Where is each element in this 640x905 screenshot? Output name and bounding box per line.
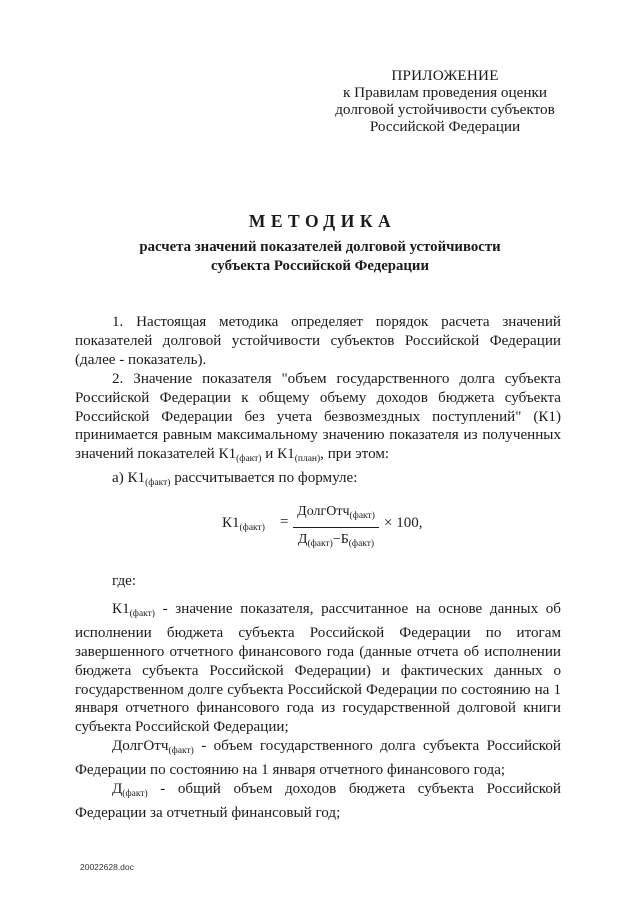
subscript: (факт) (239, 523, 265, 533)
paragraph-2-and: и К1 (261, 446, 295, 463)
subscript: (факт) (236, 454, 262, 465)
formula-equals: = (280, 514, 289, 530)
definition-d (75, 780, 561, 823)
subtitle-line: расчета значений показателей долговой устойчивости (139, 239, 501, 255)
paragraph-1: 1. Настоящая методика определяет порядок расчета значений показателей долговой устойчивости субъектов Российской Федерации (далее - показатель). (75, 314, 561, 368)
definition-dolgotch (75, 737, 561, 780)
definitions (75, 572, 561, 823)
paragraph-2 (75, 370, 561, 470)
definition-text: - объем государственного долга субъекта Российской Федерации по состоянию на 1 января отчетного финансового года; (75, 738, 561, 779)
appendix-line: Российской Федерации (369, 118, 521, 135)
formula-lhs (222, 515, 265, 533)
document-title: МЕТОДИКА (248, 211, 397, 231)
formula-multiplier: × 100, (384, 515, 423, 531)
denominator-symbol-b: Б (340, 532, 349, 547)
formula-lhs-symbol: К1 (222, 515, 240, 531)
formula-numerator (293, 503, 379, 525)
subscript: (факт) (129, 608, 155, 619)
formula-denominator (293, 531, 379, 553)
paragraph-2-text: 2. Значение показателя "объем государственного долга субъекта Российской Федерации к общему объему доходов бюджета субъекта Российской Федерации без учета безвозмездных поступлений" (К1) принимается равным максимальному значению показателя из полученных значений показателей К1 (75, 370, 561, 463)
paragraph-a-start: а) К1 (112, 470, 146, 487)
where-label: где: (112, 573, 137, 589)
subscript: (факт) (349, 511, 375, 521)
formula (222, 503, 442, 553)
appendix-header (320, 67, 570, 135)
subtitle-line: субъекта Российской Федерации (211, 258, 429, 274)
definition-symbol: Д (112, 781, 123, 798)
paragraph-a (75, 469, 561, 493)
definition-symbol: ДолгОтч (112, 738, 169, 755)
fraction-bar (293, 527, 379, 528)
numerator-symbol: ДолгОтч (297, 504, 350, 519)
formula-fraction (293, 503, 379, 553)
document-subtitle (0, 238, 640, 276)
appendix-line: долговой устойчивости субъектов (335, 101, 555, 118)
subscript: (факт) (168, 746, 194, 757)
subscript: (факт) (122, 789, 148, 800)
subscript: (факт) (145, 478, 171, 489)
definition-k1 (75, 600, 561, 737)
subscript: (план) (294, 454, 321, 465)
subscript: (факт) (307, 539, 333, 549)
paragraph-a-end: рассчитывается по формуле: (170, 470, 358, 487)
appendix-title: ПРИЛОЖЕНИЕ (391, 67, 499, 84)
subscript: (факт) (348, 539, 375, 549)
paragraph-2-end: , при этом: (320, 446, 390, 463)
denominator-symbol-a: Д (297, 532, 308, 547)
footer-filename: 20022628.doc (80, 862, 134, 872)
definition-text: - общий объем доходов бюджета субъекта Российской Федерации за отчетный финансовый год; (75, 781, 561, 821)
body-text (75, 313, 561, 493)
denominator-minus: − (332, 532, 341, 547)
definition-text: - значение показателя, рассчитанное на основе данных об исполнении бюджета субъекта Российской Федерации по итогам завершенного отчетного финансового года (данные отчета об исполнении бюджета субъекта Российской Федерации) и фактических данных о государственном долге субъекта Российской Федерации по состоянию на 1 января отчетного финансового года из государственной долговой книги субъекта Российской Федерации; (75, 600, 561, 736)
definition-symbol: К1 (112, 600, 130, 617)
appendix-line: к Правилам проведения оценки (342, 84, 548, 101)
